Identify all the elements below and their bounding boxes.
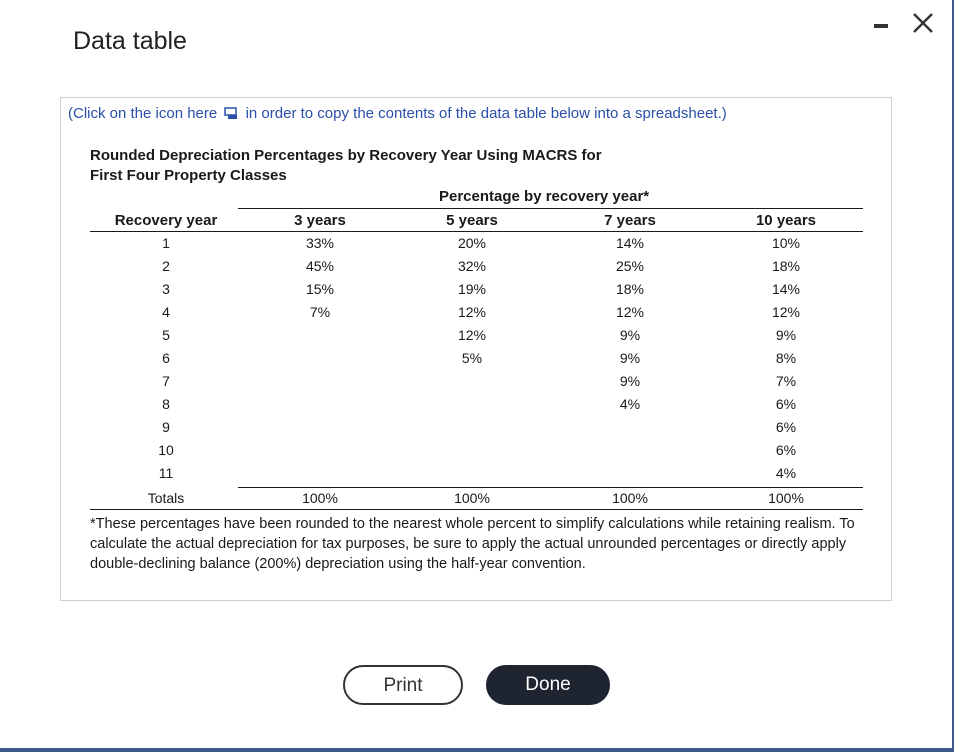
table-footnote: *These percentages have been rounded to the nearest whole percent to simplify calculations while retaining realism. To calculate the actual depreciation for tax purposes, be sure to apply the actual unrounded percentages or directly apply double-declining balance (200%) depreciation using the half-year convention. <box>90 516 855 572</box>
table-cell-10-years: 6% <box>775 419 797 435</box>
table-cell-7-years: 14% <box>615 235 645 251</box>
row-year-label: 5 <box>162 327 170 343</box>
row-year-label: 1 <box>162 235 170 251</box>
copy-to-spreadsheet-icon[interactable] <box>224 106 238 124</box>
close-button[interactable] <box>910 10 936 36</box>
table-heading <box>90 146 602 186</box>
column-header-5-years: 5 years <box>446 212 498 229</box>
close-icon <box>910 10 936 36</box>
table-cell-10-years: 14% <box>771 281 801 297</box>
table-cell-10-years: 4% <box>775 465 797 481</box>
row-year-label: 11 <box>158 465 174 481</box>
table-cell-10-years: 7% <box>775 373 797 389</box>
totals-label: Totals <box>147 490 185 506</box>
dialog-title: Data table <box>73 27 187 55</box>
table-cell-10-years: 6% <box>775 396 797 412</box>
row-year-label: 6 <box>162 350 170 366</box>
total-5-years: 100% <box>454 490 490 506</box>
column-header-3-years: 3 years <box>294 212 346 229</box>
table-cell-7-years: 9% <box>619 327 641 343</box>
table-cell-5-years: 5% <box>461 350 483 366</box>
table-cell-7-years: 4% <box>619 396 641 412</box>
table-cell-10-years: 18% <box>771 258 801 274</box>
print-button[interactable]: Print <box>343 665 463 705</box>
table-cell-10-years: 10% <box>771 235 801 251</box>
table-cell-7-years: 9% <box>619 350 641 366</box>
table-cell-5-years: 12% <box>457 327 487 343</box>
total-7-years: 100% <box>612 490 648 506</box>
total-3-years: 100% <box>302 490 338 506</box>
copy-instructions-before: (Click on the icon here <box>68 105 218 122</box>
table-heading-line2: First Four Property Classes <box>90 167 287 184</box>
total-10-years: 100% <box>768 490 804 506</box>
row-year-label: 10 <box>158 442 174 458</box>
table-cell-7-years: 18% <box>615 281 645 297</box>
table-cell-3-years: 33% <box>305 235 335 251</box>
table-cell-7-years: 9% <box>619 373 641 389</box>
table-cell-5-years: 12% <box>457 304 487 320</box>
group-header: Percentage by recovery year* <box>439 188 650 205</box>
copy-instructions <box>68 105 727 124</box>
row-year-label: 7 <box>162 373 170 389</box>
column-header-10-years: 10 years <box>755 212 817 229</box>
data-table-panel <box>60 97 892 601</box>
table-cell-5-years: 32% <box>457 258 487 274</box>
table-cell-10-years: 6% <box>775 442 797 458</box>
row-year-label: 4 <box>162 304 170 320</box>
totals-rule <box>238 487 863 488</box>
row-year-label: 9 <box>162 419 170 435</box>
row-year-label: 2 <box>162 258 170 274</box>
row-year-label: 3 <box>162 281 170 297</box>
minimize-icon <box>869 10 895 36</box>
minimize-button[interactable] <box>869 10 895 36</box>
copy-instructions-after: in order to copy the contents of the data table below into a spreadsheet.) <box>245 105 727 122</box>
done-button[interactable]: Done <box>486 665 610 705</box>
table-cell-10-years: 12% <box>771 304 801 320</box>
table-heading-line1: Rounded Depreciation Percentages by Recovery Year Using MACRS for <box>90 147 602 164</box>
table-cell-3-years: 15% <box>305 281 335 297</box>
table-cell-7-years: 25% <box>615 258 645 274</box>
header-rule <box>90 231 863 232</box>
row-year-label: 8 <box>162 396 170 412</box>
table-cell-3-years: 45% <box>305 258 335 274</box>
column-header-7-years: 7 years <box>604 212 656 229</box>
footnote-rule <box>90 509 863 510</box>
table-cell-10-years: 8% <box>775 350 797 366</box>
table-cell-10-years: 9% <box>775 327 797 343</box>
table-cell-3-years: 7% <box>309 304 331 320</box>
table-cell-7-years: 12% <box>615 304 645 320</box>
row-header: Recovery year <box>114 212 218 229</box>
group-header-rule <box>238 208 863 209</box>
table-cell-5-years: 20% <box>457 235 487 251</box>
table-cell-5-years: 19% <box>457 281 487 297</box>
